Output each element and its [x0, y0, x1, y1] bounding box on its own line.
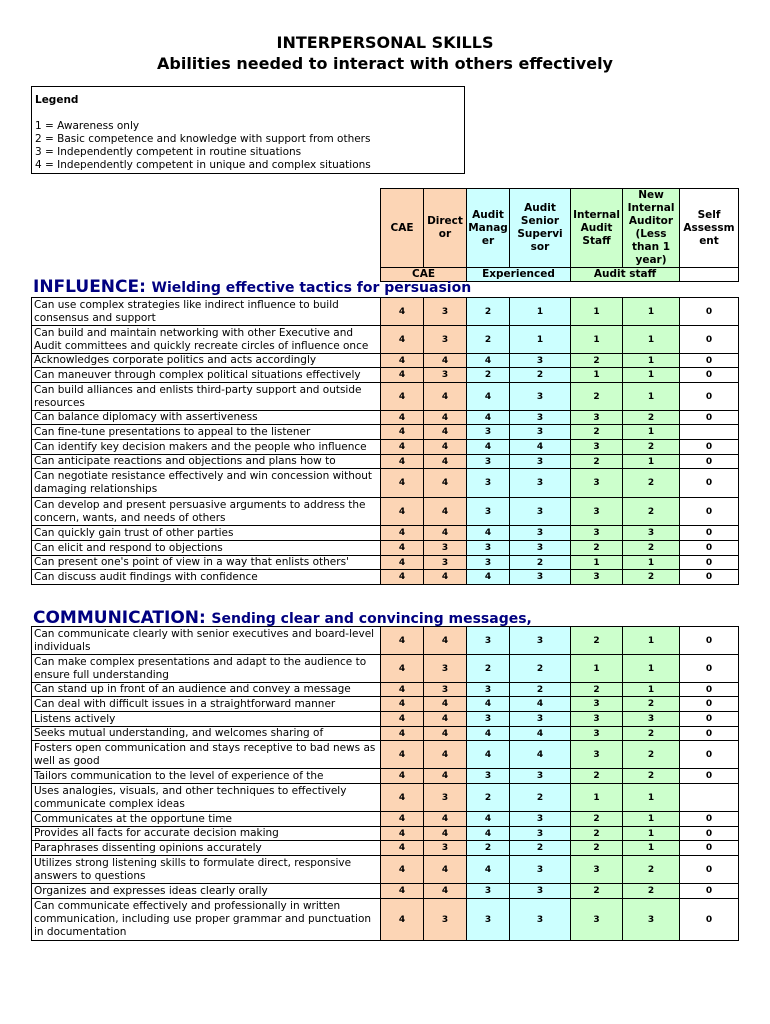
table-row — [32, 526, 739, 541]
col-header-cae: CAE — [381, 189, 424, 268]
rating-audit-manager: 3 — [467, 469, 510, 498]
rating-audit-senior-supervisor: 3 — [510, 383, 571, 411]
skill-description: Organizes and expresses ideas clearly orally — [32, 884, 381, 899]
rating-audit-manager: 4 — [467, 526, 510, 541]
rating-self-assessment: 0 — [680, 812, 739, 827]
rating-audit-manager: 4 — [467, 440, 510, 455]
rating-self-assessment: 0 — [680, 556, 739, 570]
skill-description: Can negotiate resistance effectively and win concession without damaging relationships — [32, 469, 381, 498]
column-header-table — [380, 188, 739, 282]
rating-new-internal-auditor: 1 — [623, 383, 680, 411]
rating-new-internal-auditor: 1 — [623, 841, 680, 856]
rating-new-internal-auditor: 1 — [623, 556, 680, 570]
rating-audit-senior-supervisor: 3 — [510, 627, 571, 655]
rating-new-internal-auditor: 1 — [623, 298, 680, 326]
rating-new-internal-auditor: 1 — [623, 655, 680, 683]
rating-director: 4 — [424, 741, 467, 769]
rating-internal-audit-staff: 2 — [571, 812, 623, 827]
section-heading-communication — [33, 608, 532, 628]
rating-self-assessment: 0 — [680, 541, 739, 556]
skill-description: Can elicit and respond to objections — [32, 541, 381, 556]
table-row — [32, 354, 739, 368]
rating-director: 4 — [424, 570, 467, 585]
rating-new-internal-auditor: 3 — [623, 526, 680, 541]
rating-audit-manager: 4 — [467, 827, 510, 841]
table-row — [32, 784, 739, 812]
rating-audit-senior-supervisor: 3 — [510, 455, 571, 469]
rating-internal-audit-staff: 2 — [571, 425, 623, 440]
rating-internal-audit-staff: 3 — [571, 899, 623, 941]
rating-self-assessment: 0 — [680, 627, 739, 655]
skill-description: Tailors communication to the level of experience of the — [32, 769, 381, 784]
rating-internal-audit-staff: 3 — [571, 856, 623, 884]
table-row — [32, 627, 739, 655]
rating-internal-audit-staff: 3 — [571, 526, 623, 541]
legend-heading: Legend — [35, 94, 79, 106]
rating-audit-senior-supervisor: 4 — [510, 440, 571, 455]
rating-audit-manager: 4 — [467, 570, 510, 585]
rating-cae: 4 — [381, 856, 424, 884]
rating-director: 4 — [424, 856, 467, 884]
rating-director: 4 — [424, 884, 467, 899]
rating-new-internal-auditor: 2 — [623, 727, 680, 741]
rating-audit-senior-supervisor: 3 — [510, 526, 571, 541]
rating-internal-audit-staff: 2 — [571, 455, 623, 469]
rating-new-internal-auditor: 1 — [623, 784, 680, 812]
rating-new-internal-auditor: 1 — [623, 627, 680, 655]
rating-self-assessment: 0 — [680, 769, 739, 784]
rating-audit-manager: 4 — [467, 354, 510, 368]
rating-cae: 4 — [381, 411, 424, 425]
rating-audit-senior-supervisor: 1 — [510, 326, 571, 354]
rating-audit-senior-supervisor: 4 — [510, 727, 571, 741]
skill-description: Acknowledges corporate politics and acts accordingly — [32, 354, 381, 368]
rating-new-internal-auditor: 2 — [623, 541, 680, 556]
rating-director: 4 — [424, 354, 467, 368]
rating-director: 3 — [424, 368, 467, 383]
table-row — [32, 697, 739, 712]
rating-director: 4 — [424, 627, 467, 655]
rating-director: 4 — [424, 469, 467, 498]
legend-item: 2 = Basic competence and knowledge with support from others — [35, 133, 371, 145]
rating-new-internal-auditor: 2 — [623, 411, 680, 425]
rating-self-assessment: 0 — [680, 655, 739, 683]
rating-new-internal-auditor: 1 — [623, 425, 680, 440]
rating-self-assessment: 0 — [680, 841, 739, 856]
rating-internal-audit-staff: 2 — [571, 827, 623, 841]
rating-self-assessment: 0 — [680, 741, 739, 769]
table-row — [32, 827, 739, 841]
rating-internal-audit-staff: 3 — [571, 570, 623, 585]
rating-audit-senior-supervisor: 3 — [510, 469, 571, 498]
skill-description: Communicates at the opportune time — [32, 812, 381, 827]
rating-director: 3 — [424, 556, 467, 570]
rating-cae: 4 — [381, 383, 424, 411]
table-row — [32, 298, 739, 326]
skill-description: Can communicate effectively and professionally in written communication, including use proper grammar and punctuation in documentation — [32, 899, 381, 941]
col-header-director: Direct or — [424, 189, 467, 268]
rating-cae: 4 — [381, 827, 424, 841]
rating-audit-senior-supervisor: 2 — [510, 841, 571, 856]
skill-description: Can present one's point of view in a way that enlists others' — [32, 556, 381, 570]
table-row — [32, 440, 739, 455]
group-header-cae: CAE — [381, 268, 467, 282]
rating-audit-senior-supervisor: 4 — [510, 697, 571, 712]
rating-new-internal-auditor: 2 — [623, 741, 680, 769]
rating-audit-manager: 3 — [467, 556, 510, 570]
rating-self-assessment: 0 — [680, 455, 739, 469]
rating-internal-audit-staff: 2 — [571, 354, 623, 368]
table-row — [32, 683, 739, 697]
rating-self-assessment: 0 — [680, 727, 739, 741]
rating-internal-audit-staff: 1 — [571, 784, 623, 812]
rating-audit-senior-supervisor: 3 — [510, 570, 571, 585]
rating-director: 3 — [424, 541, 467, 556]
rating-cae: 4 — [381, 368, 424, 383]
table-row — [32, 326, 739, 354]
skill-description: Can build and maintain networking with other Executive and Audit committees and quickly recreate circles of influence once — [32, 326, 381, 354]
rating-internal-audit-staff: 2 — [571, 541, 623, 556]
table-row — [32, 712, 739, 727]
rating-audit-senior-supervisor: 3 — [510, 498, 571, 526]
rating-cae: 4 — [381, 326, 424, 354]
rating-cae: 4 — [381, 570, 424, 585]
table-row — [32, 498, 739, 526]
rating-director: 3 — [424, 655, 467, 683]
rating-cae: 4 — [381, 769, 424, 784]
rating-director: 4 — [424, 425, 467, 440]
rating-audit-manager: 2 — [467, 784, 510, 812]
rating-director: 4 — [424, 498, 467, 526]
rating-internal-audit-staff: 3 — [571, 727, 623, 741]
legend-item: 4 = Independently competent in unique and complex situations — [35, 159, 371, 171]
rating-new-internal-auditor: 1 — [623, 354, 680, 368]
rating-cae: 4 — [381, 784, 424, 812]
rating-cae: 4 — [381, 298, 424, 326]
rating-self-assessment: 0 — [680, 526, 739, 541]
legend-item: 3 = Independently competent in routine situations — [35, 146, 302, 158]
col-header-internal-audit-staff: Internal Audit Staff — [571, 189, 623, 268]
table-row — [32, 841, 739, 856]
rating-audit-manager: 4 — [467, 856, 510, 884]
skill-description: Can use complex strategies like indirect influence to build consensus and support — [32, 298, 381, 326]
skill-description: Can identify key decision makers and the people who influence — [32, 440, 381, 455]
rating-audit-manager: 2 — [467, 326, 510, 354]
rating-audit-senior-supervisor: 3 — [510, 812, 571, 827]
rating-internal-audit-staff: 3 — [571, 712, 623, 727]
rating-audit-manager: 3 — [467, 683, 510, 697]
rating-new-internal-auditor: 2 — [623, 570, 680, 585]
section-title: INFLUENCE: — [33, 277, 146, 297]
rating-audit-senior-supervisor: 3 — [510, 411, 571, 425]
section-subtitle: Wielding effective tactics for persuasion — [151, 280, 472, 296]
rating-director: 4 — [424, 812, 467, 827]
table-row — [32, 383, 739, 411]
group-header-audit-staff: Audit staff — [571, 268, 680, 282]
rating-audit-manager: 4 — [467, 727, 510, 741]
rating-audit-manager: 3 — [467, 899, 510, 941]
rating-internal-audit-staff: 2 — [571, 884, 623, 899]
rating-audit-manager: 2 — [467, 841, 510, 856]
rating-director: 4 — [424, 727, 467, 741]
rating-internal-audit-staff: 2 — [571, 683, 623, 697]
group-header-experienced: Experienced — [467, 268, 571, 282]
skill-description: Utilizes strong listening skills to formulate direct, responsive answers to questions — [32, 856, 381, 884]
rating-new-internal-auditor: 2 — [623, 498, 680, 526]
rating-audit-senior-supervisor: 3 — [510, 884, 571, 899]
rating-audit-senior-supervisor: 3 — [510, 827, 571, 841]
skill-description: Can develop and present persuasive arguments to address the concern, wants, and needs of others — [32, 498, 381, 526]
rating-new-internal-auditor: 1 — [623, 368, 680, 383]
rating-new-internal-auditor: 1 — [623, 827, 680, 841]
rating-new-internal-auditor: 2 — [623, 769, 680, 784]
rating-director: 3 — [424, 298, 467, 326]
rating-cae: 4 — [381, 841, 424, 856]
rating-internal-audit-staff: 3 — [571, 469, 623, 498]
rating-cae: 4 — [381, 627, 424, 655]
rating-self-assessment: 0 — [680, 298, 739, 326]
rating-new-internal-auditor: 2 — [623, 884, 680, 899]
rating-self-assessment: 0 — [680, 884, 739, 899]
col-header-new-internal-auditor: New Internal Auditor (Less than 1 year) — [623, 189, 680, 268]
rating-internal-audit-staff: 1 — [571, 655, 623, 683]
rating-cae: 4 — [381, 354, 424, 368]
skill-description: Listens actively — [32, 712, 381, 727]
rating-audit-senior-supervisor: 2 — [510, 368, 571, 383]
rating-audit-manager: 2 — [467, 298, 510, 326]
rating-director: 4 — [424, 455, 467, 469]
rating-self-assessment: 0 — [680, 326, 739, 354]
rating-self-assessment — [680, 425, 739, 440]
rating-audit-senior-supervisor: 2 — [510, 655, 571, 683]
table-row — [32, 884, 739, 899]
rating-director: 3 — [424, 784, 467, 812]
table-row — [32, 541, 739, 556]
table-row — [32, 455, 739, 469]
rating-internal-audit-staff: 1 — [571, 298, 623, 326]
rating-cae: 4 — [381, 526, 424, 541]
rating-director: 4 — [424, 827, 467, 841]
communication-skills-table — [31, 626, 739, 941]
rating-cae: 4 — [381, 712, 424, 727]
skill-description: Can communicate clearly with senior executives and board-level individuals — [32, 627, 381, 655]
rating-audit-senior-supervisor: 3 — [510, 354, 571, 368]
rating-new-internal-auditor: 1 — [623, 812, 680, 827]
rating-new-internal-auditor: 3 — [623, 712, 680, 727]
skill-description: Can anticipate reactions and objections and plans how to — [32, 455, 381, 469]
rating-cae: 4 — [381, 425, 424, 440]
rating-internal-audit-staff: 3 — [571, 411, 623, 425]
table-row — [32, 741, 739, 769]
table-row — [32, 899, 739, 941]
table-row — [32, 655, 739, 683]
rating-audit-senior-supervisor: 1 — [510, 298, 571, 326]
rating-self-assessment: 0 — [680, 368, 739, 383]
rating-new-internal-auditor: 1 — [623, 326, 680, 354]
rating-audit-manager: 4 — [467, 741, 510, 769]
influence-skills-table — [31, 297, 739, 585]
skill-description: Can fine-tune presentations to appeal to the listener — [32, 425, 381, 440]
rating-audit-senior-supervisor: 2 — [510, 784, 571, 812]
rating-director: 3 — [424, 326, 467, 354]
rating-director: 3 — [424, 899, 467, 941]
rating-director: 4 — [424, 697, 467, 712]
rating-audit-manager: 3 — [467, 627, 510, 655]
rating-new-internal-auditor: 3 — [623, 899, 680, 941]
rating-cae: 4 — [381, 697, 424, 712]
rating-new-internal-auditor: 2 — [623, 440, 680, 455]
rating-internal-audit-staff: 3 — [571, 697, 623, 712]
rating-internal-audit-staff: 2 — [571, 383, 623, 411]
skill-description: Can make complex presentations and adapt to the audience to ensure full understanding — [32, 655, 381, 683]
rating-cae: 4 — [381, 498, 424, 526]
rating-self-assessment — [680, 784, 739, 812]
rating-cae: 4 — [381, 469, 424, 498]
rating-audit-senior-supervisor: 4 — [510, 741, 571, 769]
skill-description: Can discuss audit findings with confidence — [32, 570, 381, 585]
rating-new-internal-auditor: 1 — [623, 683, 680, 697]
table-row — [32, 812, 739, 827]
col-header-audit-senior-supervisor: Audit Senior Supervi sor — [510, 189, 571, 268]
skill-description: Paraphrases dissenting opinions accurately — [32, 841, 381, 856]
rating-audit-senior-supervisor: 3 — [510, 769, 571, 784]
page-title: INTERPERSONAL SKILLS — [276, 33, 494, 52]
rating-self-assessment: 0 — [680, 827, 739, 841]
rating-internal-audit-staff: 3 — [571, 498, 623, 526]
rating-audit-manager: 4 — [467, 697, 510, 712]
rating-internal-audit-staff: 1 — [571, 326, 623, 354]
rating-director: 4 — [424, 769, 467, 784]
skill-description: Can stand up in front of an audience and convey a message — [32, 683, 381, 697]
group-header-empty — [680, 268, 739, 282]
skill-description: Can maneuver through complex political situations effectively — [32, 368, 381, 383]
table-row — [32, 856, 739, 884]
rating-director: 3 — [424, 841, 467, 856]
rating-director: 4 — [424, 440, 467, 455]
skill-description: Can quickly gain trust of other parties — [32, 526, 381, 541]
rating-audit-senior-supervisor: 2 — [510, 683, 571, 697]
rating-audit-senior-supervisor: 3 — [510, 856, 571, 884]
section-heading-influence — [33, 277, 471, 297]
rating-self-assessment: 0 — [680, 856, 739, 884]
rating-self-assessment: 0 — [680, 697, 739, 712]
rating-new-internal-auditor: 1 — [623, 455, 680, 469]
rating-internal-audit-staff: 1 — [571, 556, 623, 570]
skill-description: Can deal with difficult issues in a straightforward manner — [32, 697, 381, 712]
rating-cae: 4 — [381, 556, 424, 570]
skill-description: Seeks mutual understanding, and welcomes sharing of — [32, 727, 381, 741]
skill-description: Can build alliances and enlists third-party support and outside resources — [32, 383, 381, 411]
rating-audit-manager: 3 — [467, 884, 510, 899]
rating-audit-senior-supervisor: 3 — [510, 541, 571, 556]
rating-self-assessment: 0 — [680, 469, 739, 498]
rating-self-assessment: 0 — [680, 354, 739, 368]
rating-cae: 4 — [381, 899, 424, 941]
rating-self-assessment: 0 — [680, 899, 739, 941]
rating-audit-manager: 4 — [467, 383, 510, 411]
rating-cae: 4 — [381, 440, 424, 455]
rating-audit-manager: 2 — [467, 655, 510, 683]
skill-description: Fosters open communication and stays receptive to bad news as well as good — [32, 741, 381, 769]
rating-internal-audit-staff: 2 — [571, 841, 623, 856]
skill-description: Can balance diplomacy with assertiveness — [32, 411, 381, 425]
rating-internal-audit-staff: 1 — [571, 368, 623, 383]
page-subtitle: Abilities needed to interact with others effectively — [157, 54, 613, 73]
rating-self-assessment: 0 — [680, 683, 739, 697]
rating-audit-senior-supervisor: 3 — [510, 712, 571, 727]
table-row — [32, 411, 739, 425]
rating-cae: 4 — [381, 541, 424, 556]
rating-self-assessment: 0 — [680, 411, 739, 425]
table-row — [32, 425, 739, 440]
rating-audit-manager: 4 — [467, 411, 510, 425]
skill-description: Uses analogies, visuals, and other techniques to effectively communicate complex ideas — [32, 784, 381, 812]
legend-box — [31, 86, 465, 174]
section-title: COMMUNICATION: — [33, 608, 206, 628]
rating-self-assessment: 0 — [680, 383, 739, 411]
rating-audit-manager: 3 — [467, 541, 510, 556]
rating-audit-senior-supervisor: 3 — [510, 899, 571, 941]
col-header-self-assessment: Self Assessm ent — [680, 189, 739, 268]
rating-director: 4 — [424, 712, 467, 727]
rating-audit-manager: 2 — [467, 368, 510, 383]
rating-internal-audit-staff: 3 — [571, 741, 623, 769]
col-header-audit-manager: Audit Manag er — [467, 189, 510, 268]
rating-director: 4 — [424, 526, 467, 541]
rating-director: 3 — [424, 683, 467, 697]
rating-new-internal-auditor: 2 — [623, 697, 680, 712]
rating-cae: 4 — [381, 884, 424, 899]
rating-cae: 4 — [381, 683, 424, 697]
rating-audit-senior-supervisor: 2 — [510, 556, 571, 570]
rating-audit-manager: 3 — [467, 455, 510, 469]
rating-self-assessment: 0 — [680, 712, 739, 727]
rating-cae: 4 — [381, 655, 424, 683]
rating-audit-manager: 3 — [467, 712, 510, 727]
rating-internal-audit-staff: 3 — [571, 440, 623, 455]
rating-self-assessment: 0 — [680, 570, 739, 585]
table-row — [32, 727, 739, 741]
section-subtitle: Sending clear and convincing messages, — [211, 611, 532, 627]
rating-new-internal-auditor: 2 — [623, 469, 680, 498]
skill-description: Provides all facts for accurate decision making — [32, 827, 381, 841]
rating-internal-audit-staff: 2 — [571, 627, 623, 655]
rating-audit-manager: 3 — [467, 425, 510, 440]
rating-director: 4 — [424, 383, 467, 411]
legend-item: 1 = Awareness only — [35, 120, 140, 132]
table-row — [32, 368, 739, 383]
rating-director: 4 — [424, 411, 467, 425]
table-row — [32, 469, 739, 498]
rating-cae: 4 — [381, 741, 424, 769]
rating-self-assessment: 0 — [680, 440, 739, 455]
rating-audit-manager: 4 — [467, 812, 510, 827]
rating-audit-manager: 3 — [467, 769, 510, 784]
rating-cae: 4 — [381, 727, 424, 741]
rating-audit-manager: 3 — [467, 498, 510, 526]
rating-self-assessment: 0 — [680, 498, 739, 526]
rating-audit-senior-supervisor: 3 — [510, 425, 571, 440]
table-row — [32, 570, 739, 585]
table-row — [32, 769, 739, 784]
rating-cae: 4 — [381, 455, 424, 469]
rating-new-internal-auditor: 2 — [623, 856, 680, 884]
rating-internal-audit-staff: 2 — [571, 769, 623, 784]
table-row — [32, 556, 739, 570]
rating-cae: 4 — [381, 812, 424, 827]
